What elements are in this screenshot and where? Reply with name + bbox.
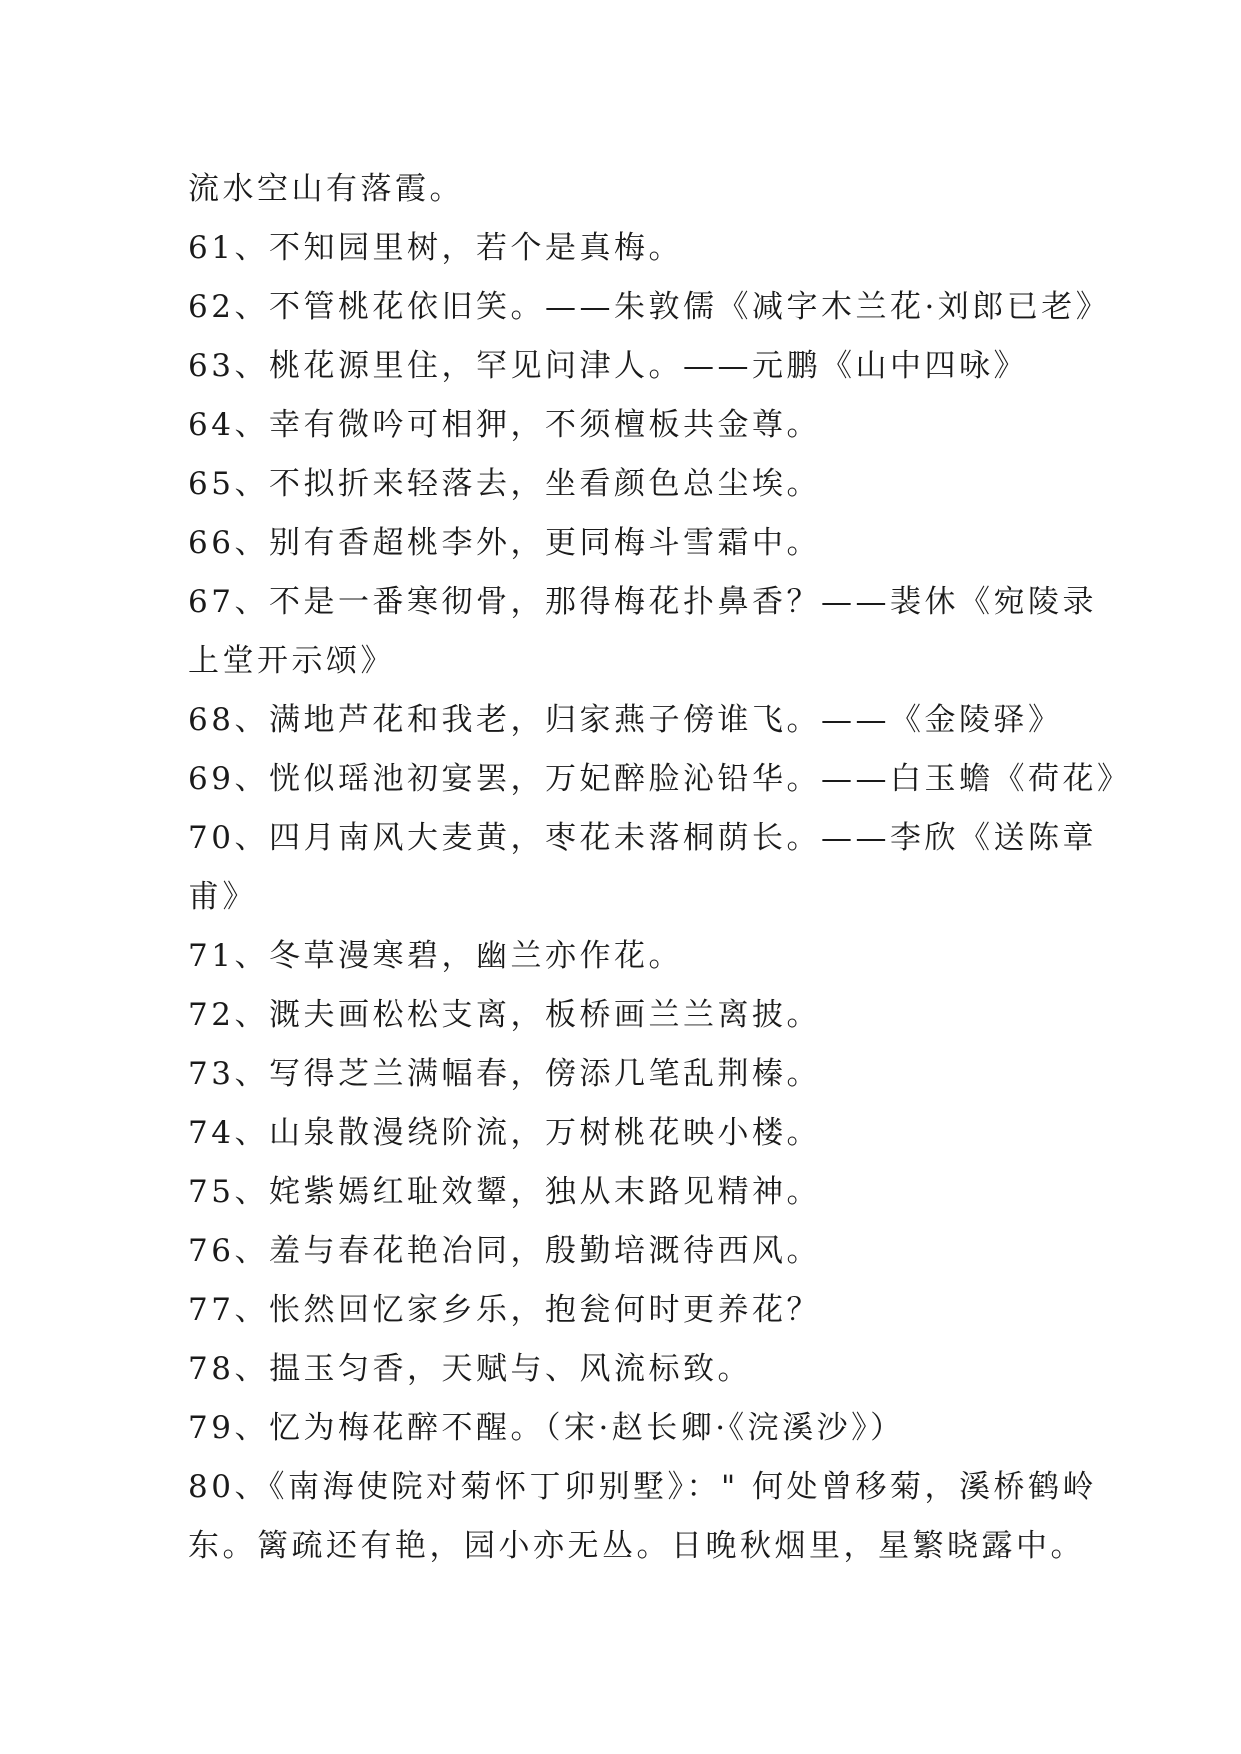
text-line: 64、幸有微吟可相狎，不须檀板共金尊。 <box>188 407 821 443</box>
text-line: 72、溉夫画松松支离，板桥画兰兰离披。 <box>188 997 821 1033</box>
text-line: 79、忆为梅花醉不醒。（宋·赵长卿·《浣溪沙》） <box>188 1410 905 1446</box>
text-line: 65、不拟折来轻落去，坐看颜色总尘埃。 <box>188 466 821 502</box>
text-line: 78、揾玉匀香，天赋与、风流标致。 <box>188 1351 752 1387</box>
text-line: 67、不是一番寒彻骨，那得梅花扑鼻香？——裴休《宛陵录 <box>188 584 1097 620</box>
text-line: 76、羞与春花艳冶同，殷勤培溉待西风。 <box>188 1233 821 1269</box>
text-line: 68、满地芦花和我老，归家燕子傍谁飞。——《金陵驿》 <box>188 702 1063 738</box>
text-line: 70、四月南风大麦黄，枣花未落桐荫长。——李欣《送陈章 <box>188 820 1097 856</box>
text-line: 66、别有香超桃李外，更同梅斗雪霜中。 <box>188 525 821 561</box>
text-line: 74、山泉散漫绕阶流，万树桃花映小楼。 <box>188 1115 821 1151</box>
document-body <box>188 160 1132 1576</box>
text-line: 62、不管桃花依旧笑。——朱敦儒《减字木兰花·刘郎已老》 <box>188 289 1111 325</box>
text-line: 甫》 <box>188 879 257 915</box>
text-line: 东。篱疏还有艳，园小亦无丛。日晚秋烟里，星繁晓露中。 <box>188 1528 1085 1564</box>
text-line: 75、姹紫嫣红耻效颦，独从末路见精神。 <box>188 1174 821 1210</box>
text-line: 上堂开示颂》 <box>188 643 395 679</box>
text-line: 80、《南海使院对菊怀丁卯别墅》：" 何处曾移菊，溪桥鹤岭 <box>188 1469 1098 1505</box>
text-line: 69、恍似瑶池初宴罢，万妃醉脸沁铅华。——白玉蟾《荷花》 <box>188 761 1132 797</box>
text-line: 61、不知园里树，若个是真梅。 <box>188 230 683 266</box>
text-line: 流水空山有落霞。 <box>188 171 464 207</box>
text-line: 73、写得芝兰满幅春，傍添几笔乱荆榛。 <box>188 1056 821 1092</box>
text-line: 77、怅然回忆家乡乐，抱瓮何时更养花？ <box>188 1292 821 1328</box>
text-line: 71、冬草漫寒碧，幽兰亦作花。 <box>188 938 683 974</box>
text-line: 63、桃花源里住，罕见问津人。——元鹏《山中四咏》 <box>188 348 1028 384</box>
